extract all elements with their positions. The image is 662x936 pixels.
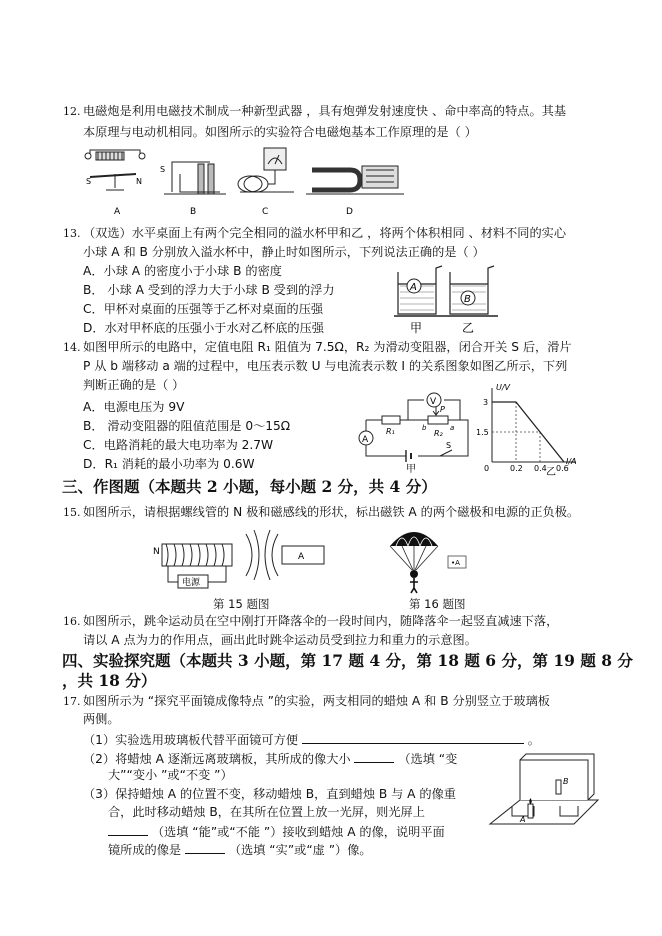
- end-a-label: a: [450, 424, 455, 432]
- graph-ytick-3: 3: [483, 398, 489, 407]
- candle-a: [528, 804, 533, 818]
- candle-b: [556, 780, 561, 794]
- graph-xtick-0-6: 0.6: [556, 464, 569, 473]
- solenoid-n-label: N: [153, 547, 160, 557]
- q14-line3: 判断正确的是（ ）: [83, 378, 185, 392]
- graph-origin-label: 0: [484, 464, 490, 473]
- q13-option-c: C．甲杯对桌面的压强等于乙杯对桌面的压强: [83, 302, 324, 316]
- ball-b-label: B: [464, 294, 471, 305]
- r1-label: R₁: [386, 427, 395, 436]
- q14-option-b: B． 滑动变阻器的阻值范围是 0～15Ω: [83, 419, 291, 433]
- q16-caption: 第 16 题图: [409, 597, 466, 611]
- q16-number: 16.: [63, 615, 81, 628]
- q15-caption: 第 15 题图: [213, 597, 270, 611]
- q12-line1: 电磁炮是利用电磁技术制成一种新型武器 ，具有炮弹发射速度快 、命中率高的特点。其基: [83, 104, 567, 118]
- q13-number: 13.: [63, 227, 81, 240]
- q17-sub3-text: 镜所成的像是: [108, 843, 182, 857]
- switch-s-label: S: [446, 441, 452, 450]
- end-b-label: b: [422, 424, 427, 432]
- q14-line2: P 从 b 端移动 a 端的过程中，电压表示数 U 与电流表示数 I 的关系图象如图乙所示，下列: [83, 359, 568, 373]
- q12-figure-c: [238, 148, 294, 192]
- q17-sub3-line4: [108, 841, 372, 858]
- voltmeter-label: V: [430, 397, 437, 407]
- circuit-jia-label: 甲: [406, 464, 416, 475]
- candle-b-label: B: [563, 777, 569, 786]
- graph-xtick-0-2: 0.2: [510, 464, 523, 473]
- graph-yi-label: 乙: [546, 467, 556, 478]
- cup-jia-label: 甲: [410, 321, 423, 335]
- q13-option-d: D．水对甲杯底的压强小于水对乙杯底的压强: [83, 321, 324, 335]
- section-4-title-cont: ，共 18 分）: [62, 671, 157, 690]
- power-source-label: 电源: [182, 578, 201, 588]
- cup-yi-label: 乙: [462, 321, 475, 335]
- q17-sub3-choice: （选填 “能”或“不能 ”）接收到蜡烛 A 的像，说明平面: [151, 825, 445, 839]
- q14-option-a: A．电源电压为 9V: [83, 400, 185, 414]
- q16-line1: 如图所示，跳伞运动员在空中刚打开降落伞的一段时间内，随降落伞一起竖直减速下落，: [83, 614, 559, 628]
- q12-number: 12.: [63, 105, 81, 118]
- q17-blank-4[interactable]: [185, 841, 225, 854]
- q17-sub1-end: 。: [527, 733, 540, 747]
- q17-line2: 两侧。: [83, 712, 120, 726]
- q17-blank-2[interactable]: [354, 750, 394, 763]
- q13-line2: 小球 A 和 B 分别放入溢水杯中，静止时如图所示，下列说法正确的是（ ）: [83, 245, 485, 259]
- q17-sub2-choice: （选填 “变: [398, 752, 458, 766]
- q17-number: 17.: [63, 695, 81, 708]
- q12-figure-b: [164, 162, 226, 194]
- q14-option-d: D．R₁ 消耗的最小功率为 0.6W: [83, 457, 255, 471]
- field-lines: [246, 530, 278, 580]
- q14-option-c: C．电路消耗的最大电功率为 2.7W: [83, 438, 274, 452]
- q17-sub3-line1: （3）保持蜡烛 A 的位置不变，移动蜡烛 B，直到蜡烛 B 与 A 的像重: [83, 787, 456, 801]
- point-a-label: •A: [451, 559, 460, 567]
- q17-sub3-line3: [108, 823, 445, 840]
- section-3-title: 三、作图题（本题共 2 小题，每小题 2 分，共 4 分）: [62, 477, 437, 496]
- q12-figure-d: [306, 166, 404, 194]
- graph-xlabel: I/A: [566, 457, 577, 466]
- q17-blank-1[interactable]: [302, 731, 524, 744]
- graph-xtick-0-4: 0.4: [534, 464, 547, 473]
- q12-fig-label-a: A: [114, 207, 121, 217]
- q17-sub3-line2: 合，此时移动蜡烛 B，在其所在位置上放一光屏，则光屏上: [108, 805, 425, 819]
- ball-a-label: A: [410, 282, 417, 293]
- magnet-a-label: A: [298, 552, 305, 562]
- q12-fig-label-d: D: [346, 207, 353, 217]
- graph-ylabel: U/V: [496, 383, 511, 392]
- section-4-title: 四、实验探究题（本题共 3 小题，第 17 题 4 分，第 18 题 6 分，第 19 题 8 分: [62, 651, 633, 670]
- q12-fig-label-c: C: [262, 207, 269, 217]
- q15-number: 15.: [63, 506, 81, 519]
- q17-line1: 如图所示为 “探究平面镜成像特点 ”的实验，两支相同的蜡烛 A 和 B 分别竖立于玻璃板: [83, 694, 550, 708]
- q13-option-a: A．小球 A 的密度小于小球 B 的密度: [83, 264, 282, 278]
- q16-line2: 请以 A 点为力的作用点，画出此时跳伞运动员受到拉力和重力的示意图。: [83, 633, 477, 647]
- ammeter-label: A: [362, 435, 369, 445]
- q15-line1: 如图所示，请根据螺线管的 N 极和磁感线的形状，标出磁铁 A 的两个磁极和电源的正负极。: [83, 505, 580, 519]
- q12-fig-s2-label: S: [160, 165, 166, 174]
- q13-line1: （双选）水平桌面上有两个完全相同的溢水杯甲和乙 ，将两个体积相同 、材料不同的实心: [83, 226, 567, 240]
- cup-yi: [450, 266, 494, 314]
- q12-fig-label-b: B: [190, 207, 197, 217]
- q17-sub1-text: （1）实验选用玻璃板代替平面镜可方便: [83, 733, 298, 747]
- q12-fig-n-label: N: [136, 177, 142, 186]
- q12-line2: 本原理与电动机相同。如图所示的实验符合电磁炮基本工作原理的是（ ）: [83, 125, 477, 139]
- q17-sub3-end: （选填 “实”或“虚 ”）像。: [228, 843, 372, 857]
- q17-sub2-text: （2）将蜡烛 A 逐渐远离玻璃板，其所成的像大小: [83, 752, 351, 766]
- candle-a-label: A: [520, 815, 526, 824]
- q14-circuit-figure: [356, 390, 474, 474]
- q13-option-b: B． 小球 A 受到的浮力大于小球 B 受到的浮力: [83, 283, 335, 297]
- graph-ytick-1-5: 1.5: [476, 428, 489, 437]
- q12-figures: [80, 144, 410, 220]
- q14-number: 14.: [63, 341, 81, 354]
- slider-p-label: P: [440, 405, 445, 414]
- q13-cups-figure: [394, 264, 504, 340]
- r2-label: R₂: [434, 429, 443, 438]
- q17-sub1: [83, 731, 540, 748]
- parachutist: [410, 570, 418, 578]
- q14-ui-graph: [476, 384, 580, 476]
- graph-guides: [492, 402, 540, 462]
- q15-solenoid-figure: [150, 526, 330, 596]
- q17-sub2: [83, 750, 457, 767]
- q12-fig-s-label: S: [86, 177, 92, 186]
- q17-blank-3[interactable]: [108, 823, 148, 836]
- q14-line1: 如图甲所示的电路中，定值电阻 R₁ 阻值为 7.5Ω，R₂ 为滑动变阻器，闭合开关 S 后，滑片: [83, 340, 572, 354]
- q17-sub2-cont: 大”“变小 ”或“不变 ”）: [108, 768, 233, 782]
- q16-parachute-figure: [384, 524, 484, 594]
- q17-mirror-figure: [490, 750, 600, 834]
